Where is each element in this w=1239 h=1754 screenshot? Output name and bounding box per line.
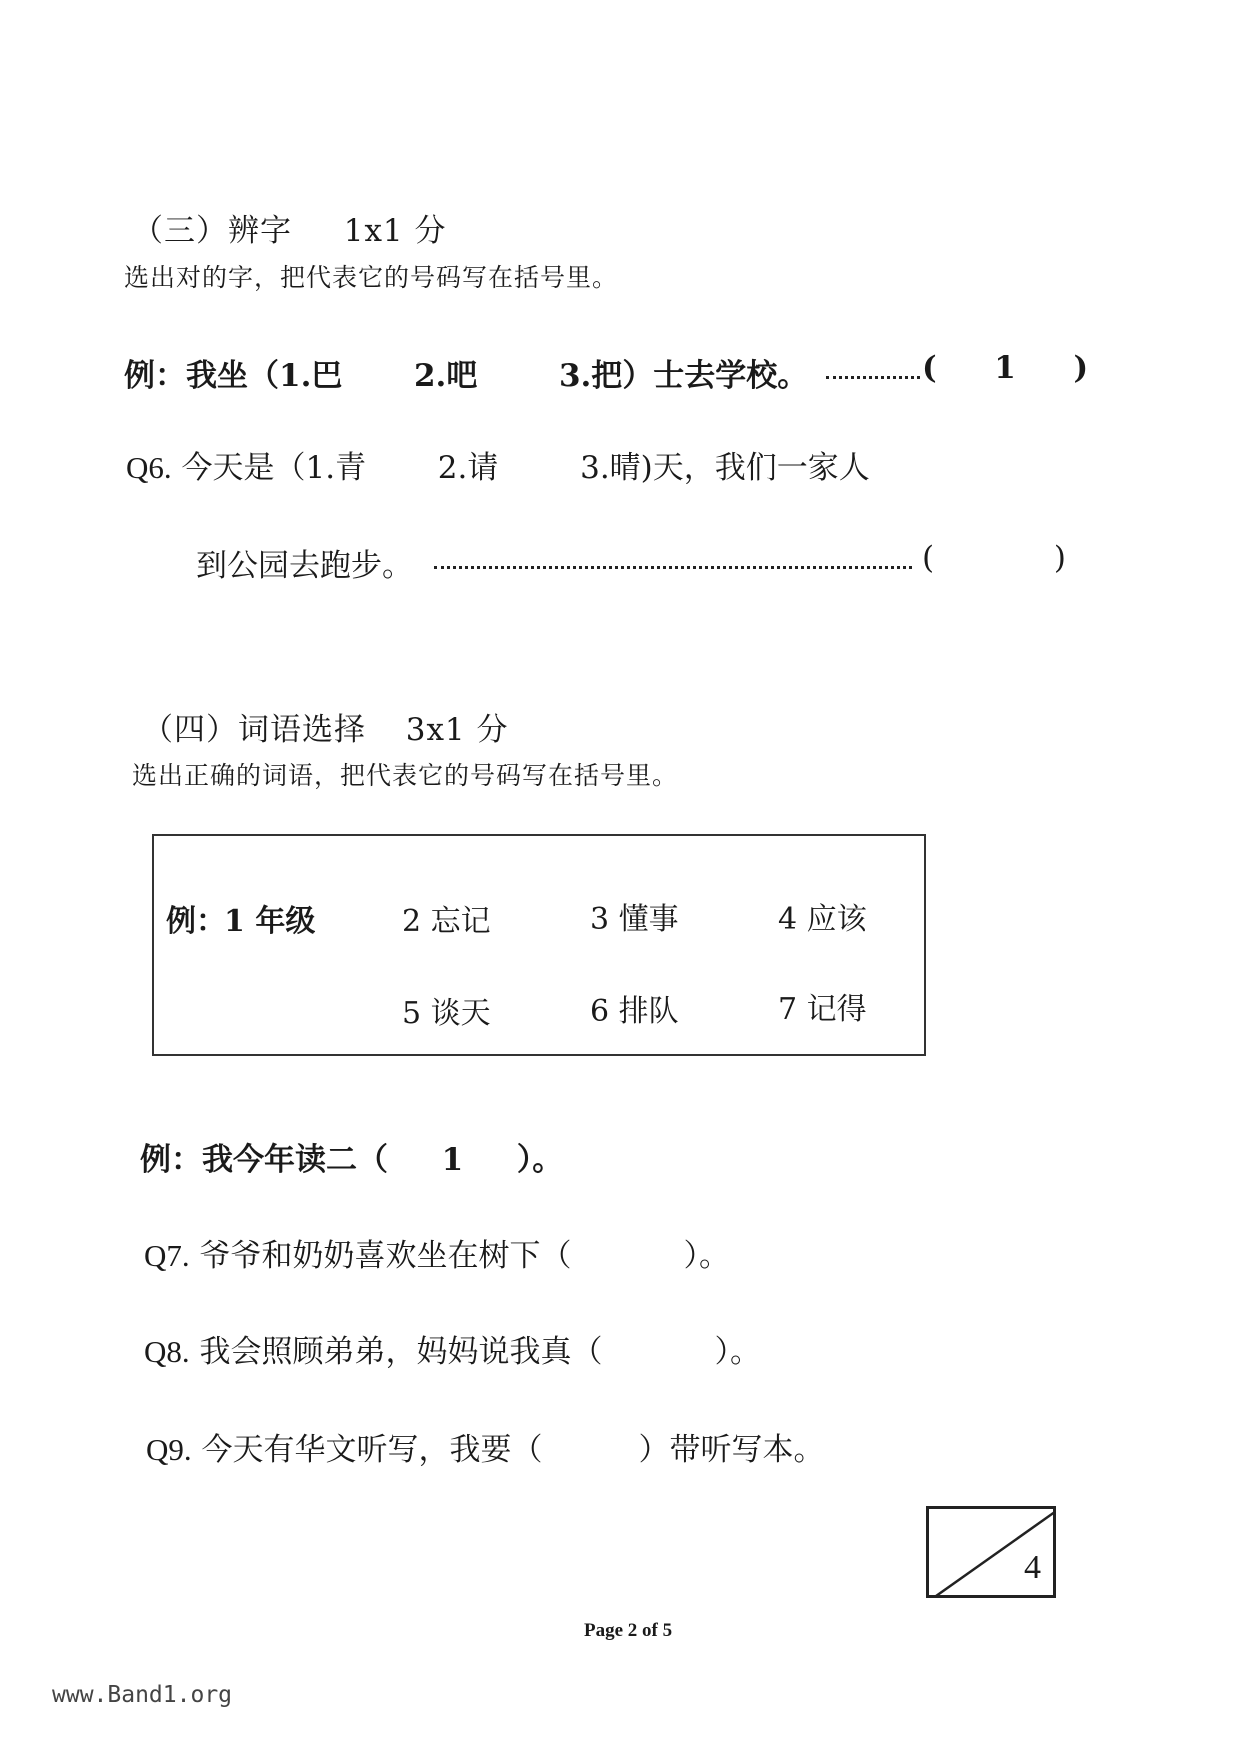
q9-text-before: 今天有华文听写，我要（ [201,1432,543,1468]
q8-text-after: ）。 [714,1334,761,1370]
example-paren-open: ( [922,350,937,386]
section-4-title: （四）词语选择 [142,712,366,748]
q6-paren-open: ( [922,540,935,576]
q8-text-before: 我会照顾弟弟，妈妈说我真（ [199,1334,603,1370]
word-option-7: 7 记得 [778,992,867,1027]
q6-line-1 [126,442,870,487]
q6-prefix: 今天是（ [181,450,306,486]
section-4-instruction: 选出正确的词语，把代表它的号码写在括号里。 [132,761,679,790]
q6-option-2: 2.请 [437,450,499,486]
q7-number: Q7. [144,1238,190,1273]
score-value: 4 [1024,1549,1041,1586]
word-option-2: 2 忘记 [402,904,491,939]
example-option-1: 1.巴 [279,358,343,394]
example-leader-dots [826,370,920,389]
q8-number: Q8. [144,1334,190,1369]
section-4-score: 3x1 分 [405,712,509,748]
word-option-5: 5 谈天 [402,996,491,1031]
example-prefix: 例：我坐（ [124,358,279,394]
example-suffix: ）士去学校。 [622,358,809,394]
q6-suffix: )天，我们一家人 [640,450,870,486]
word-option-1: 1 年级 [224,904,316,939]
section-3-score: 1x1 分 [343,213,447,249]
q6-line-2: 到公园去跑步。 [196,548,413,584]
example-option-2: 2.吧 [413,358,478,394]
example-paren-close: ) [1073,350,1089,386]
q6-leader-dots [434,560,912,579]
section-3-title: （三）辨字 [132,213,292,249]
q7 [144,1230,730,1275]
word-choice-box [152,834,926,1056]
score-box [926,1506,1056,1598]
s4-example-answer: 1 [441,1142,464,1178]
word-option-6: 6 排队 [590,994,679,1029]
page-number: Page 2 of 5 [584,1620,673,1641]
example-answer-paren [922,350,1088,386]
section-3-instruction: 选出对的字，把代表它的号码写在括号里。 [124,263,619,292]
example-answer: 1 [994,350,1016,386]
section-4-example [140,1134,563,1179]
section-3-example [124,350,808,395]
s4-example-text: 例：我今年读二（ [140,1142,388,1178]
q6-answer-paren[interactable] [922,540,1066,576]
q7-text-before: 爷爷和奶奶喜欢坐在树下（ [199,1238,572,1274]
example-option-3: 3.把 [558,358,623,394]
section-3-heading [132,205,447,250]
word-box-label: 例： [166,904,226,939]
q6-option-1: 1.青 [305,450,367,486]
watermark: www.Band1.org [52,1682,233,1708]
s4-example-end: ）。 [516,1142,564,1178]
section-4-heading [142,704,509,749]
q9-text-after: ）带听写本。 [638,1432,825,1468]
q6-option-3: 3.晴 [580,450,641,486]
q8 [144,1326,761,1371]
q6-paren-close: ) [1053,540,1066,576]
q9-number: Q9. [146,1432,192,1467]
word-option-4: 4 应该 [778,902,867,937]
q7-text-after: ）。 [683,1238,730,1274]
word-option-3: 3 懂事 [590,902,679,937]
q9 [146,1424,825,1469]
q6-number: Q6. [126,450,172,485]
